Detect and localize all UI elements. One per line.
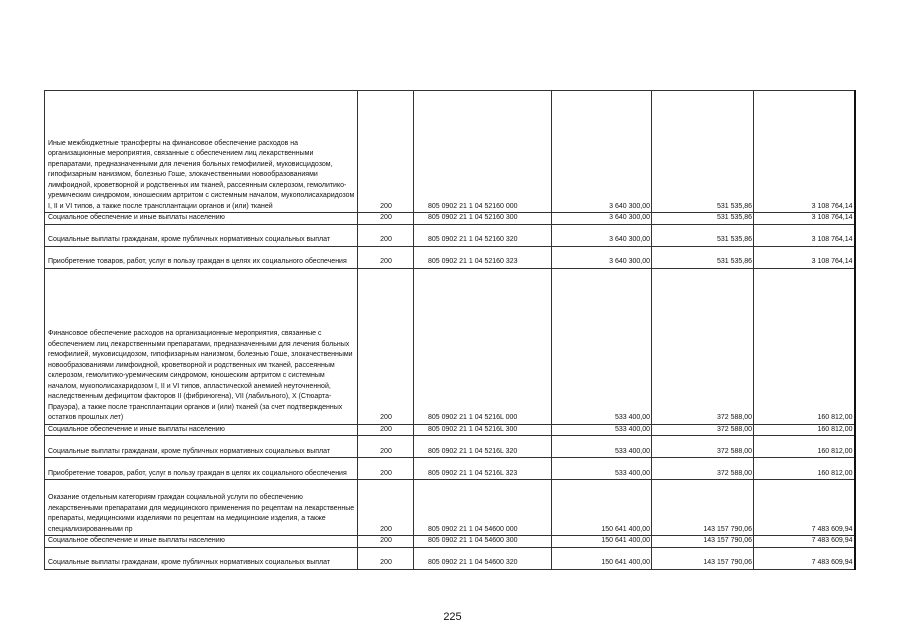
row-remaining: 160 812,00: [754, 424, 855, 436]
row-plan: 533 400,00: [552, 268, 652, 424]
table-row: [45, 547, 855, 569]
row-remaining: 3 108 764,14: [754, 246, 855, 268]
row-classification-code: 805 0902 21 1 04 52160 323: [414, 246, 552, 268]
row-remaining: 7 483 609,94: [754, 536, 855, 548]
table-row: [45, 536, 855, 548]
row-executed: 531 535,86: [652, 224, 754, 246]
row-name: Социальные выплаты гражданам, кроме публичных нормативных социальных выплат: [45, 224, 358, 246]
row-remaining: 160 812,00: [754, 436, 855, 458]
row-plan: 3 640 300,00: [552, 224, 652, 246]
row-executed: 372 588,00: [652, 436, 754, 458]
row-plan: 150 641 400,00: [552, 536, 652, 548]
row-plan: 150 641 400,00: [552, 480, 652, 536]
row-code: 200: [358, 547, 414, 569]
row-classification-code: 805 0902 21 1 04 5216L 000: [414, 268, 552, 424]
row-code: 200: [358, 224, 414, 246]
row-plan: 3 640 300,00: [552, 246, 652, 268]
row-remaining: 160 812,00: [754, 268, 855, 424]
row-classification-code: 805 0902 21 1 04 5216L 323: [414, 458, 552, 480]
row-remaining: 3 108 764,14: [754, 91, 855, 213]
table-row: [45, 213, 855, 225]
row-classification-code: 805 0902 21 1 04 54600 300: [414, 536, 552, 548]
row-code: 200: [358, 458, 414, 480]
row-executed: 531 535,86: [652, 213, 754, 225]
budget-table: [44, 90, 856, 570]
row-executed: 143 157 790,06: [652, 547, 754, 569]
table-row: [45, 246, 855, 268]
row-code: 200: [358, 480, 414, 536]
row-name: Оказание отдельным категориям граждан социальной услуги по обеспечению лекарственными препаратами для медицинского применения по рецептам на лекарственные препараты, медицинскими изделиями по рецептам на медицинские изделия, а также специализированными пр: [45, 480, 358, 536]
row-remaining: 160 812,00: [754, 458, 855, 480]
row-name: Финансовое обеспечение расходов на организационные мероприятия, связанные с обеспечением лиц лекарственными препаратами, предназначенными для лечения больных гемофилией, муковисцидозом, гипофизарным нанизмом, болезнью Гоше, злокачественными новообразованиями лимфоидной, кроветворной и родственных им тканей, рассеянным склерозом, гемолитико-уремическим синдромом, юношеским артритом с системным началом, мукополисахаридозом I, II и VI типов, апластической анемией неуточненной, наследственным дефицитом факторов II (фибриногена), VII (лабильного), X (Стюарта-Прауэра), а также после трансплантации органов и (или) тканей (за счет подтвержденных остатков прошлых лет): [45, 268, 358, 424]
row-plan: 533 400,00: [552, 424, 652, 436]
row-remaining: 7 483 609,94: [754, 480, 855, 536]
row-remaining: 3 108 764,14: [754, 213, 855, 225]
row-executed: 143 157 790,06: [652, 480, 754, 536]
row-classification-code: 805 0902 21 1 04 52160 000: [414, 91, 552, 213]
row-name: Социальное обеспечение и иные выплаты населению: [45, 213, 358, 225]
budget-table-container: [44, 90, 854, 570]
row-executed: 372 588,00: [652, 424, 754, 436]
row-plan: 3 640 300,00: [552, 91, 652, 213]
row-remaining: 3 108 764,14: [754, 224, 855, 246]
row-code: 200: [358, 436, 414, 458]
row-classification-code: 805 0902 21 1 04 5216L 300: [414, 424, 552, 436]
row-name: Социальное обеспечение и иные выплаты населению: [45, 424, 358, 436]
row-name: Социальное обеспечение и иные выплаты населению: [45, 536, 358, 548]
row-classification-code: 805 0902 21 1 04 5216L 320: [414, 436, 552, 458]
row-name: Социальные выплаты гражданам, кроме публичных нормативных социальных выплат: [45, 436, 358, 458]
row-classification-code: 805 0902 21 1 04 54600 000: [414, 480, 552, 536]
row-executed: 372 588,00: [652, 268, 754, 424]
row-name: Приобретение товаров, работ, услуг в пользу граждан в целях их социального обеспечения: [45, 458, 358, 480]
table-row: [45, 436, 855, 458]
row-code: 200: [358, 246, 414, 268]
table-row: [45, 480, 855, 536]
table-row: [45, 458, 855, 480]
row-code: 200: [358, 536, 414, 548]
table-row: [45, 91, 855, 213]
row-name: Иные межбюджетные трансферты на финансовое обеспечение расходов на организационные мероприятия, связанные с обеспечением лиц лекарственными препаратами, предназначенными для лечения больных гемофилией, муковисцидозом, гипофизарным нанизмом, болезнью Гоше, злокачественными новообразованиями лимфоидной, кроветворной и родственных им тканей, рассеянным склерозом, гемолитико-уремическим синдромом, юношеским артритом с системным началом, мукополисахаридозом I, II и VI типов, а также после трансплантации органов и (или) тканей: [45, 91, 358, 213]
table-row: [45, 224, 855, 246]
row-plan: 533 400,00: [552, 436, 652, 458]
row-classification-code: 805 0902 21 1 04 52160 300: [414, 213, 552, 225]
row-classification-code: 805 0902 21 1 04 52160 320: [414, 224, 552, 246]
row-executed: 372 588,00: [652, 458, 754, 480]
row-code: 200: [358, 91, 414, 213]
row-code: 200: [358, 213, 414, 225]
table-row: [45, 268, 855, 424]
row-executed: 531 535,86: [652, 91, 754, 213]
row-plan: 533 400,00: [552, 458, 652, 480]
row-remaining: 7 483 609,94: [754, 547, 855, 569]
row-plan: 3 640 300,00: [552, 213, 652, 225]
row-code: 200: [358, 268, 414, 424]
row-name: Приобретение товаров, работ, услуг в пользу граждан в целях их социального обеспечения: [45, 246, 358, 268]
table-row: [45, 424, 855, 436]
row-executed: 143 157 790,06: [652, 536, 754, 548]
row-code: 200: [358, 424, 414, 436]
page-number: 225: [443, 611, 462, 623]
row-plan: 150 641 400,00: [552, 547, 652, 569]
row-name: Социальные выплаты гражданам, кроме публичных нормативных социальных выплат: [45, 547, 358, 569]
row-classification-code: 805 0902 21 1 04 54600 320: [414, 547, 552, 569]
row-executed: 531 535,86: [652, 246, 754, 268]
